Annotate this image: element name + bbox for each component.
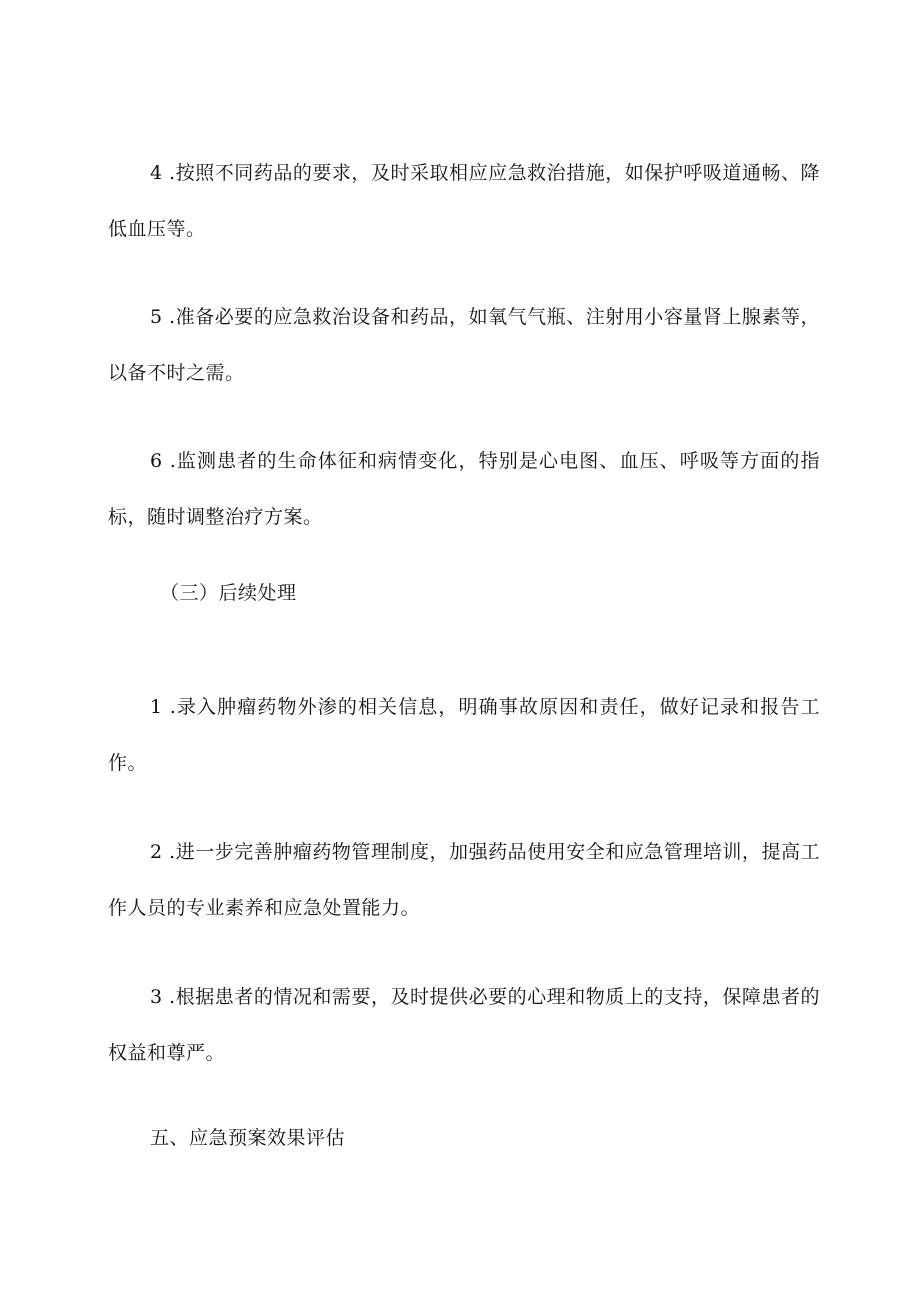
followup-item-1: 1 .录入肿瘤药物外渗的相关信息，明确事故原因和责任，做好记录和报告工作。	[108, 696, 820, 774]
paragraph-item-5: 5 .准备必要的应急救治设备和药品，如氧气气瓶、注射用小容量肾上腺素等，以备不时之需。	[108, 306, 820, 384]
followup-item-2: 2 .进一步完善肿瘤药物管理制度，加强药品使用安全和应急管理培训，提高工作人员的专业素养和应急处置能力。	[108, 841, 820, 919]
section-heading-evaluation: 五、应急预案效果评估	[150, 1127, 346, 1149]
followup-item-3: 3 .根据患者的情况和需要，及时提供必要的心理和物质上的支持，保障患者的权益和尊严。	[108, 986, 820, 1064]
paragraph-item-6: 6 .监测患者的生命体征和病情变化，特别是心电图、血压、呼吸等方面的指标，随时调整治疗方案。	[108, 450, 820, 528]
paragraph-item-4: 4 .按照不同药品的要求，及时采取相应应急救治措施，如保护呼吸道通畅、降低血压等。	[108, 162, 820, 240]
section-heading-followup: （三）后续处理	[160, 582, 297, 604]
